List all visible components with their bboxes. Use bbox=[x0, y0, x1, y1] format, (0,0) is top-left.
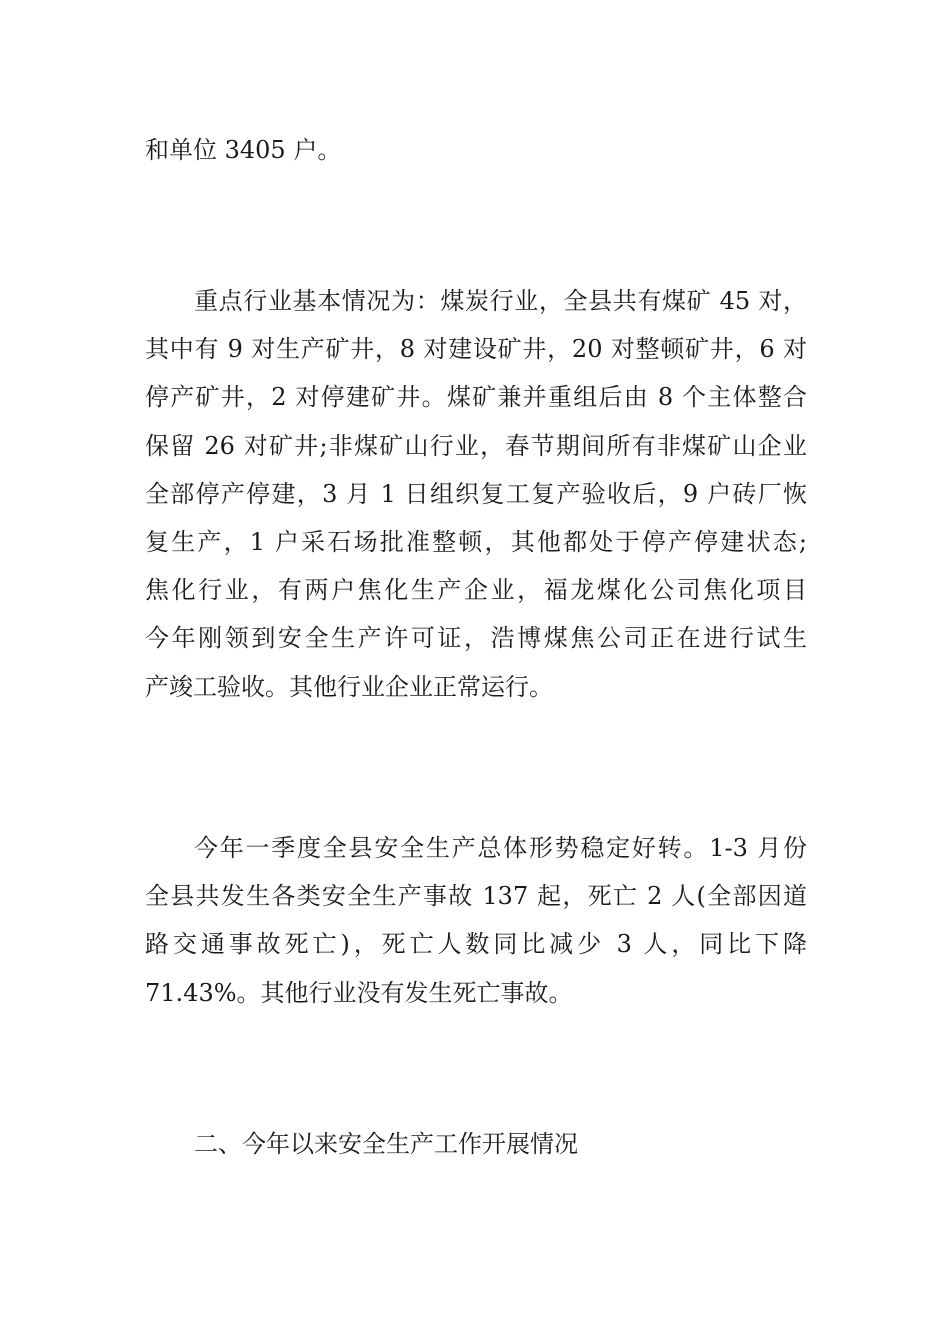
paragraph-q1-safety bbox=[145, 824, 807, 1017]
text-line: 焦化行业，有两户焦化生产企业，福龙煤化公司焦化项目 bbox=[145, 576, 807, 605]
paragraph-key-industries bbox=[145, 277, 807, 711]
section-heading bbox=[145, 1120, 807, 1168]
text-line: 复生产，1 户采石场批准整顿，其他都处于停产停建状态; bbox=[145, 528, 807, 557]
text-line: 71.43%。其他行业没有发生死亡事故。 bbox=[145, 978, 573, 1007]
text-line: 全部停产停建，3 月 1 日组织复工复产验收后，9 户砖厂恢 bbox=[145, 479, 807, 508]
text-line: 其中有 9 对生产矿井，8 对建设矿井，20 对整顿矿井，6 对 bbox=[145, 335, 807, 364]
text-line: 重点行业基本情况为：煤炭行业，全县共有煤矿 45 对， bbox=[194, 287, 807, 315]
paragraph-continuation bbox=[145, 126, 807, 174]
text-line: 和单位 3405 户。 bbox=[145, 136, 342, 164]
text-line: 停产矿井，2 对停建矿井。煤矿兼并重组后由 8 个主体整合 bbox=[145, 383, 807, 412]
text-line: 今年刚领到安全生产许可证，浩博煤焦公司正在进行试生 bbox=[145, 624, 807, 653]
text-line: 路交通事故死亡)，死亡人数同比减少 3 人，同比下降 bbox=[145, 930, 807, 959]
section-heading-text: 二、今年以来安全生产工作开展情况 bbox=[194, 1130, 578, 1158]
text-line: 产竣工验收。其他行业企业正常运行。 bbox=[145, 672, 553, 701]
text-line: 今年一季度全县安全生产总体形势稳定好转。1-3 月份 bbox=[194, 834, 807, 862]
text-line: 全县共发生各类安全生产事故 137 起，死亡 2 人(全部因道 bbox=[145, 882, 807, 911]
text-line: 保留 26 对矿井;非煤矿山行业，春节期间所有非煤矿山企业 bbox=[145, 431, 807, 460]
